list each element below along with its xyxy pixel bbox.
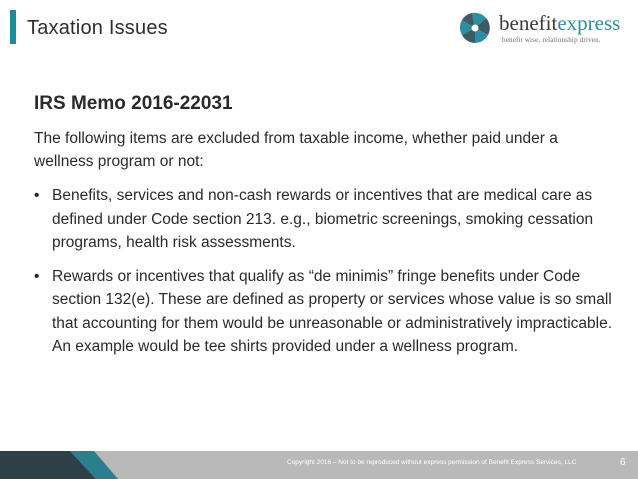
list-item-text: Benefits, services and non-cash rewards or incentives that are medical care as defined under Code section 213. e.g., biometric screenings, smoking cessation programs, health risk assessments. [52,187,594,251]
memo-heading: IRS Memo 2016-22031 [34,93,233,114]
company-logo [458,11,628,47]
slide-footer [0,451,638,479]
benefitexpress-pinwheel-icon [458,11,492,45]
list-item-text: Rewards or incentives that qualify as “de minimis” fringe benefits under Code section 132(e). These are defined as property or services whose value is so small that accounting for them would be unreasonable or administratively impracticable. An example would be tee shirts provided under a wellness program. [52,267,613,355]
list-item [34,265,614,359]
bullet-icon: • [34,187,40,204]
logo-word-express: express [557,11,621,35]
copyright-notice: Copyright 2016 – Not to be reproduced without express permission of Benefit Express Services, LLC [287,459,577,466]
page-number: 6 [620,457,626,468]
exclusion-list [34,184,614,359]
logo-wordmark [499,12,620,34]
intro-paragraph: The following items are excluded from taxable income, whether paid under a wellness program or not: [34,130,558,170]
list-item [34,184,614,255]
logo-word-benefit: benefit [499,11,558,35]
slide-title-bar [0,10,430,44]
logo-tagline: benefit wise, relationship driven. [502,36,601,44]
bullet-icon: • [34,267,40,285]
slide-title: Taxation Issues [27,17,168,39]
title-accent-bar [10,10,16,44]
slide-content [34,92,614,369]
